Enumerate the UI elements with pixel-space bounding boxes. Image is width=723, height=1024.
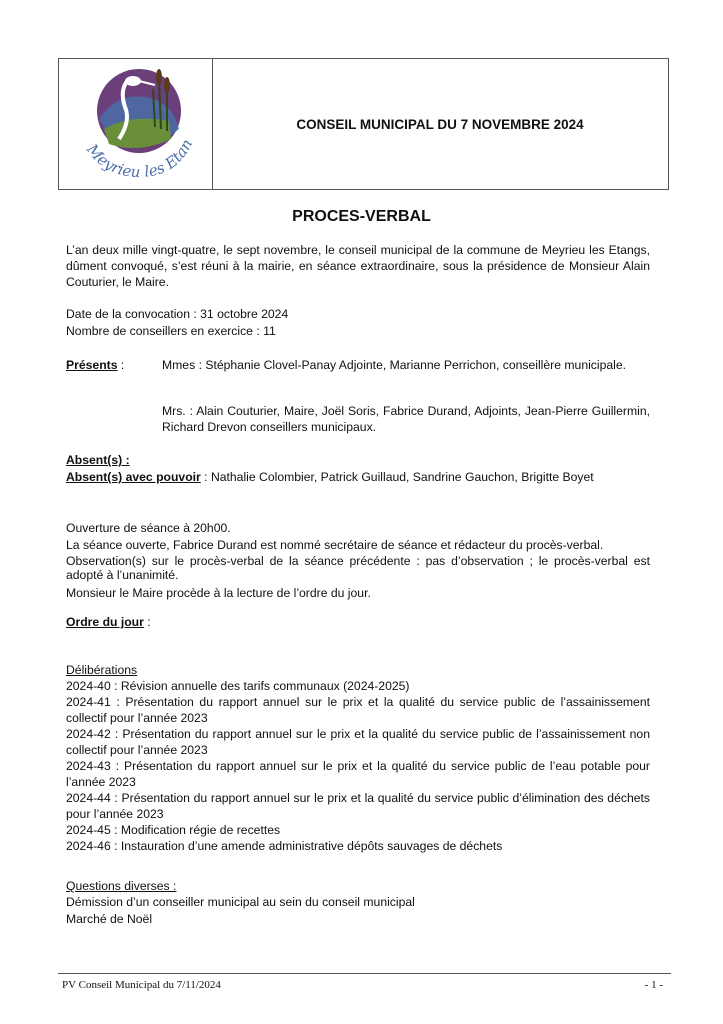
ordre-sep: : — [143, 615, 151, 629]
convocation-date: Date de la convocation : 31 octobre 2024 — [66, 307, 289, 321]
deliberation-item-42: 2024-42 : Présentation du rapport annuel sur le prix et la qualité du service public de l’assainissement non collectif pour l’année 2023 — [66, 727, 650, 757]
page-number: - 1 - — [644, 979, 663, 991]
ordre-heading — [66, 614, 151, 630]
presents-mmes: Mmes : Stéphanie Clovel-Panay Adjointe, Marianne Perrichon, conseillère municipale. — [162, 358, 627, 372]
absents-heading — [66, 452, 130, 468]
presents-label: Présents — [66, 358, 118, 372]
deliberations-heading: Délibérations — [66, 663, 138, 677]
commune-logo — [59, 59, 212, 189]
absents-pouvoir-names: : Nathalie Colombier, Patrick Guillaud, Sandrine Gauchon, Brigitte Boyet — [200, 470, 594, 484]
ordre-label: Ordre du jour — [66, 615, 144, 629]
question-item-2: Marché de Noël — [66, 912, 153, 926]
absents-label: Absent(s) : — [66, 453, 130, 467]
presents-heading — [66, 357, 124, 373]
absents-pouvoir-label: Absent(s) avec pouvoir — [66, 470, 201, 484]
footer-divider — [58, 973, 671, 974]
presents-sep: : — [117, 358, 125, 372]
logo-cell — [59, 59, 213, 189]
conseillers-count: Nombre de conseillers en exercice : 11 — [66, 324, 276, 338]
header-box — [58, 58, 669, 190]
deliberation-item-44: 2024-44 : Présentation du rapport annuel sur le prix et la qualité du service public d’élimination des déchets pour l’année 2023 — [66, 791, 650, 821]
document-title: PROCES-VERBAL — [292, 208, 431, 225]
deliberation-item-41: 2024-41 : Présentation du rapport annuel sur le prix et la qualité du service public de l’assainissement collectif pour l’année 2023 — [66, 695, 650, 725]
presents-mrs: Mrs. : Alain Couturier, Maire, Joël Soris, Fabrice Durand, Adjoints, Jean-Pierre Guillermin, Richard Drevon conseillers municipaux. — [162, 404, 650, 434]
questions-heading: Questions diverses : — [66, 879, 177, 893]
opening-line-3: Observation(s) sur le procès-verbal de la séance précédente : pas d’observation ; le procès-verbal est adopté à l’unanimité. — [66, 554, 650, 582]
logo-text: Meyrieu les Etan — [83, 136, 197, 182]
deliberation-item-40: 2024-40 : Révision annuelle des tarifs communaux (2024-2025) — [66, 679, 410, 693]
header-title: CONSEIL MUNICIPAL DU 7 NOVEMBRE 2024 — [296, 116, 584, 132]
deliberations-list — [66, 678, 650, 854]
opening-line-1: Ouverture de séance à 20h00. — [66, 521, 231, 535]
footer-doc-name: PV Conseil Municipal du 7/11/2024 — [62, 979, 221, 991]
deliberation-item-46: 2024-46 : Instauration d’une amende administrative dépôts sauvages de déchets — [66, 839, 503, 853]
opening-line-4: Monsieur le Maire procède à la lecture de l’ordre du jour. — [66, 586, 371, 600]
deliberation-item-45: 2024-45 : Modification régie de recettes — [66, 823, 281, 837]
opening-line-2: La séance ouverte, Fabrice Durand est nommé secrétaire de séance et rédacteur du procès-verbal. — [66, 538, 604, 552]
absents-pouvoir-line — [66, 469, 594, 485]
intro-paragraph: L’an deux mille vingt-quatre, le sept novembre, le conseil municipal de la commune de Meyrieu les Etangs, dûment convoqué, s’est réuni à la mairie, en séance extraordinaire, sous la présidence de Monsieur Alain Couturier, le Maire. — [66, 243, 650, 289]
question-item-1: Démission d’un conseiller municipal au sein du conseil municipal — [66, 895, 415, 909]
deliberation-item-43: 2024-43 : Présentation du rapport annuel sur le prix et la qualité du service public de l’eau potable pour l’année 2023 — [66, 759, 650, 789]
